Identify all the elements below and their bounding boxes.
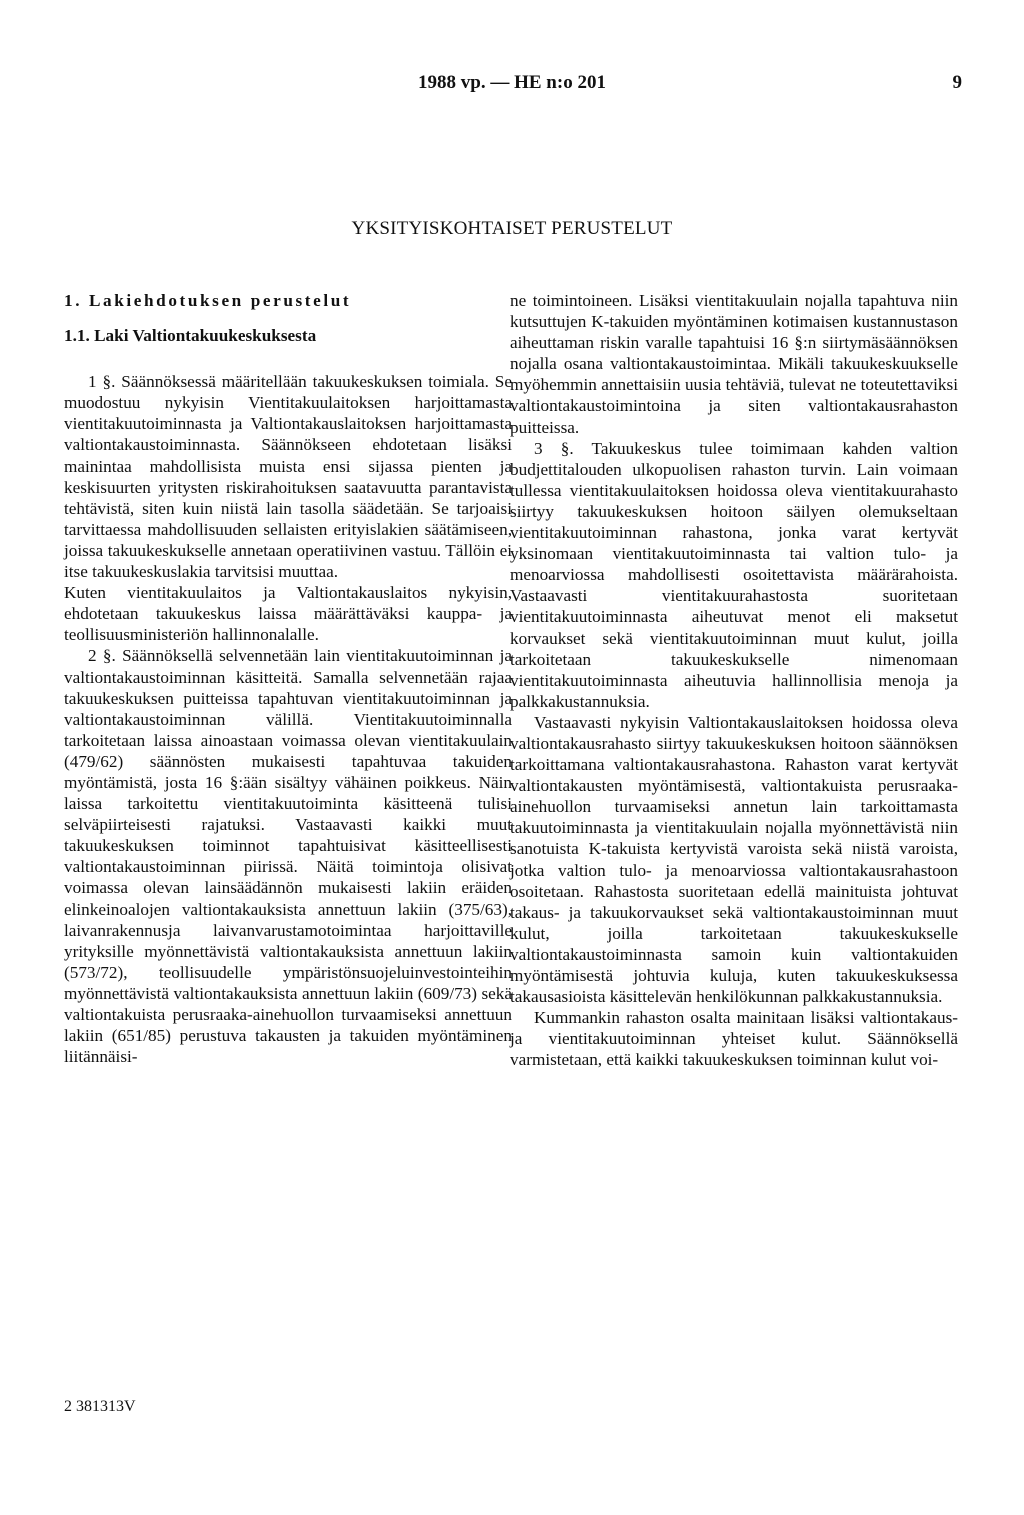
paragraph-continuation: ne toimintoineen. Lisäksi vientitakuulain nojalla tapahtuva niin kutsuttujen K-takuiden myöntäminen kotimaisen kustannustason aiheuttaman riskin varalle tapahtuisi 16 §:n siirtymäsäännöksen nojalla osana valtiontakaustoimintaa. Mikäli takuukeskuukselle myöhemmin annettaisiin uusia tehtäviä, tulevat ne toteutettaviksi valtiontakaustoimintoina ja siten valtiontakausrahaston puitteissa. [510, 291, 958, 437]
paragraph-common-costs: Kummankin rahaston osalta mainitaan lisäksi valtiontakaus- ja vientitakuutoiminnan yhteiset kulut. Säännöksellä varmistetaan, että kaikki takuukeskuksen toiminnan kulut voi- [510, 1008, 958, 1070]
running-title: 1988 vp. — HE n:o 201 [418, 72, 606, 93]
document-title: YKSITYISKOHTAISET PERUSTELUT [351, 218, 673, 239]
paragraph-section-2: 2 §. Säännöksellä selvennetään lain vientitakuutoiminnan ja valtiontakaustoiminnan käsitteitä. Samalla selvennetään rajaa takuukeskuksen puitteissa tapahtuvan vientitakuutoiminnan ja valtiontakaustoiminnan välillä. Vientitakuutoiminnalla tarkoitetaan laissa ainoastaan voimassa olevan vientitakuulain (479/62) säännösten mukaisesti tapahtuvaa takuiden myöntämistä, josta 16 §:ään sisältyy vähäinen poikkeus. Näin laissa tarkoitettu vientitakuutoiminta käsitteenä tulisi selväpiirteisesti rajatuksi. Vastaavasti kaikki muut takuukeskuksen toiminnot tapahtuisivat käsitteellisesti valtiontakaustoiminnan piirissä. Näitä toimintoja olisivat voimassa olevan lainsäädännön mukaisesti lakiin eräiden elinkeinoalojen valtiontakauksista annettuun lakiin (375/63), laivanrakennusja laivanvarustamotoimintaa harjoittaville yrityksille myönnettävistä valtiontakauksista annettuun lakiin (573/72), teollisuudelle ympäristönsuojeluinvestointeihin myönnettävistä valtiontakauksista annettuun lakiin (609/73) sekä valtiontakuista perusraaka-ainehuollon turvaamiseksi annettuun lakiin (651/85) perustuva takausten ja takuiden myöntäminen liitännäisi- [64, 646, 512, 1067]
left-column [64, 290, 512, 1067]
paragraph-guarantee-fund: Vastaavasti nykyisin Valtiontakauslaitoksen hoidossa oleva valtiontakausrahasto siirtyy takuukeskuksen hoitoon säännöksen tarkoittamana valtiontakausrahastona. Rahaston varat kertyvät valtiontakausten myöntämisestä, valtiontakuista perusraaka-ainehuollon turvaamiseksi annetun lain tarkoittamasta takuutoiminnasta ja vientitakuulain nojalla myönnettävistä niin sanotuista K-takuista kertyvistä varoista sekä niistä varoista, jotka valtion tulo- ja menoarviossa valtiontakausrahastoon osoitetaan. Rahastosta suoritetaan edellä mainituista johtuvat takaus- ja takuukorvaukset sekä valtiontakaustoiminnan muut kulut, joilla tarkoitetaan takuukeskukselle valtiontakaustoiminnasta samoin kuin valtiontakuiden myöntämisestä johtuvia kuluja, kuten takuukeskuksessa takausasioista käsittelevän henkilökunnan palkkakustannuksia. [510, 712, 958, 1007]
paragraph-section-1: 1 §. Säännöksessä määritellään takuukeskuksen toimiala. Se muodostuu nykyisin Vientitakuulaitoksen harjoittamasta vientitakuutoiminnasta ja Valtiontakauslaitoksen harjoittamasta valtiontakaustoiminnasta. Säännökseen ehdotetaan lisäksi mainintaa mahdollisista muista ensi sijassa pienten ja keskisuurten yritysten riskirahoituksen saatavuutta parantavista tehtävistä, siten kuin niistä lain tasolla säädetään. Se tarjoaisi tarvittaessa mahdollisuuden sellaisten erityislakien säätämiseen, joissa takuukeskukselle annetaan operatiivinen vastuu. Tällöin ei itse takuukeskuslakia tarvitsisi muuttaa. [64, 372, 512, 582]
running-header [0, 72, 1024, 102]
page-number: 9 [952, 72, 962, 93]
paragraph-administration: Kuten vientitakuulaitos ja Valtiontakauslaitos nykyisin, ehdotetaan takuukeskus laissa määrättäväksi kauppa- ja teollisuusministeriön hallinnonalalle. [64, 583, 512, 645]
paragraph-section-3: 3 §. Takuukeskus tulee toimimaan kahden valtion budjettitalouden ulkopuolisen rahaston turvin. Lain voimaan tullessa vientitakuulaitoksen hoidossa oleva vientitakuurahasto siirtyy takuukeskuksen hoitoon säilyen olemukseltaan vientitakuutoiminnan rahastona, jonka varat kertyvät yksinomaan vientitakuutoiminnasta tai valtion tulo- ja menoarviossa mahdollisesti osoitettavista määrärahoista. Vastaavasti vientitakuurahastosta suoritetaan vientitakuutoiminnasta aiheutuvat menot eli maksetut korvaukset sekä vientitakuutoiminnan muut kulut, joilla tarkoitetaan takuukeskukselle nimenomaan vientitakuutoiminnasta aiheutuvia hallinnollisia menoja ja palkkakustannuksia. [510, 438, 958, 711]
right-column [510, 290, 958, 1070]
print-signature: 2 381313V [64, 1398, 136, 1415]
section-heading: 1. Lakiehdotuksen perustelut [64, 291, 352, 310]
subsection-heading: 1.1. Laki Valtiontakuukeskuksesta [64, 326, 317, 346]
